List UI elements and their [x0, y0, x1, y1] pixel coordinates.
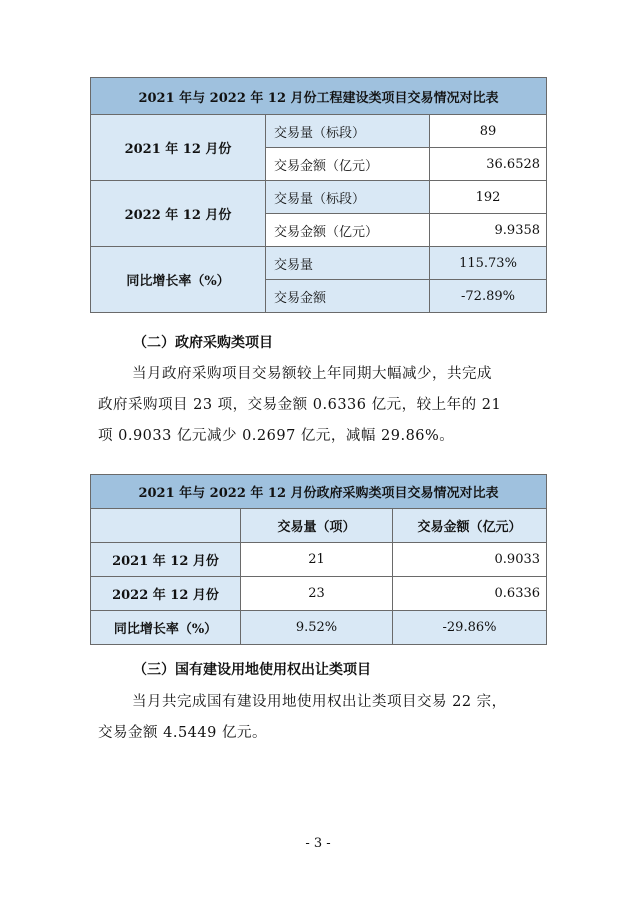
column-header: 交易量（项）	[241, 509, 393, 543]
metric-label: 交易金额（亿元）	[266, 214, 430, 247]
section-heading: （三）国有建设用地使用权出让类项目	[133, 662, 371, 678]
period-label: 2021 年 12 月份	[91, 115, 266, 181]
metric-label: 交易金额	[266, 280, 430, 313]
column-header: 交易金额（亿元）	[393, 509, 547, 543]
amount-cell: 0.6336	[393, 577, 547, 611]
row-label: 2022 年 12 月份	[91, 577, 241, 611]
paragraph-line: 项 0.9033 亿元减少 0.2697 亿元，减幅 29.86%。	[98, 428, 455, 444]
paragraph-line: 政府采购项目 23 项，交易金额 0.6336 亿元，较上年的 21	[98, 397, 502, 413]
count-cell: 21	[241, 543, 393, 577]
metric-label: 交易金额（亿元）	[266, 148, 430, 181]
paragraph-line: 交易金额 4.5449 亿元。	[98, 725, 267, 741]
section-heading: （二）政府采购类项目	[133, 335, 273, 351]
count-cell: 23	[241, 577, 393, 611]
procurement-comparison-table	[90, 474, 547, 645]
count-cell: 9.52%	[241, 611, 393, 645]
paragraph-line: 当月共完成国有建设用地使用权出让类项目交易 22 宗，	[132, 694, 507, 710]
metric-value: 115.73%	[430, 247, 547, 280]
page-number: - 3 -	[305, 836, 331, 851]
metric-value: 36.6528	[430, 148, 547, 181]
amount-cell: -29.86%	[393, 611, 547, 645]
row-label: 2021 年 12 月份	[91, 543, 241, 577]
metric-value: 9.9358	[430, 214, 547, 247]
growth-label: 同比增长率（%）	[91, 247, 266, 313]
table-title: 2021 年与 2022 年 12 月份工程建设类项目交易情况对比表	[91, 78, 547, 115]
section-paragraph	[98, 687, 548, 749]
metric-label: 交易量（标段）	[266, 181, 430, 214]
metric-value: 192	[430, 181, 547, 214]
metric-value: 89	[430, 115, 547, 148]
amount-cell: 0.9033	[393, 543, 547, 577]
metric-label: 交易量（标段）	[266, 115, 430, 148]
metric-value: -72.89%	[430, 280, 547, 313]
row-label: 同比增长率（%）	[91, 611, 241, 645]
section-paragraph	[98, 359, 548, 452]
engineering-comparison-table	[90, 77, 547, 313]
period-label: 2022 年 12 月份	[91, 181, 266, 247]
table-title: 2021 年与 2022 年 12 月份政府采购类项目交易情况对比表	[91, 475, 547, 509]
header-blank-cell	[91, 509, 241, 543]
metric-label: 交易量	[266, 247, 430, 280]
paragraph-line: 当月政府采购项目交易额较上年同期大幅减少，共完成	[132, 366, 492, 382]
